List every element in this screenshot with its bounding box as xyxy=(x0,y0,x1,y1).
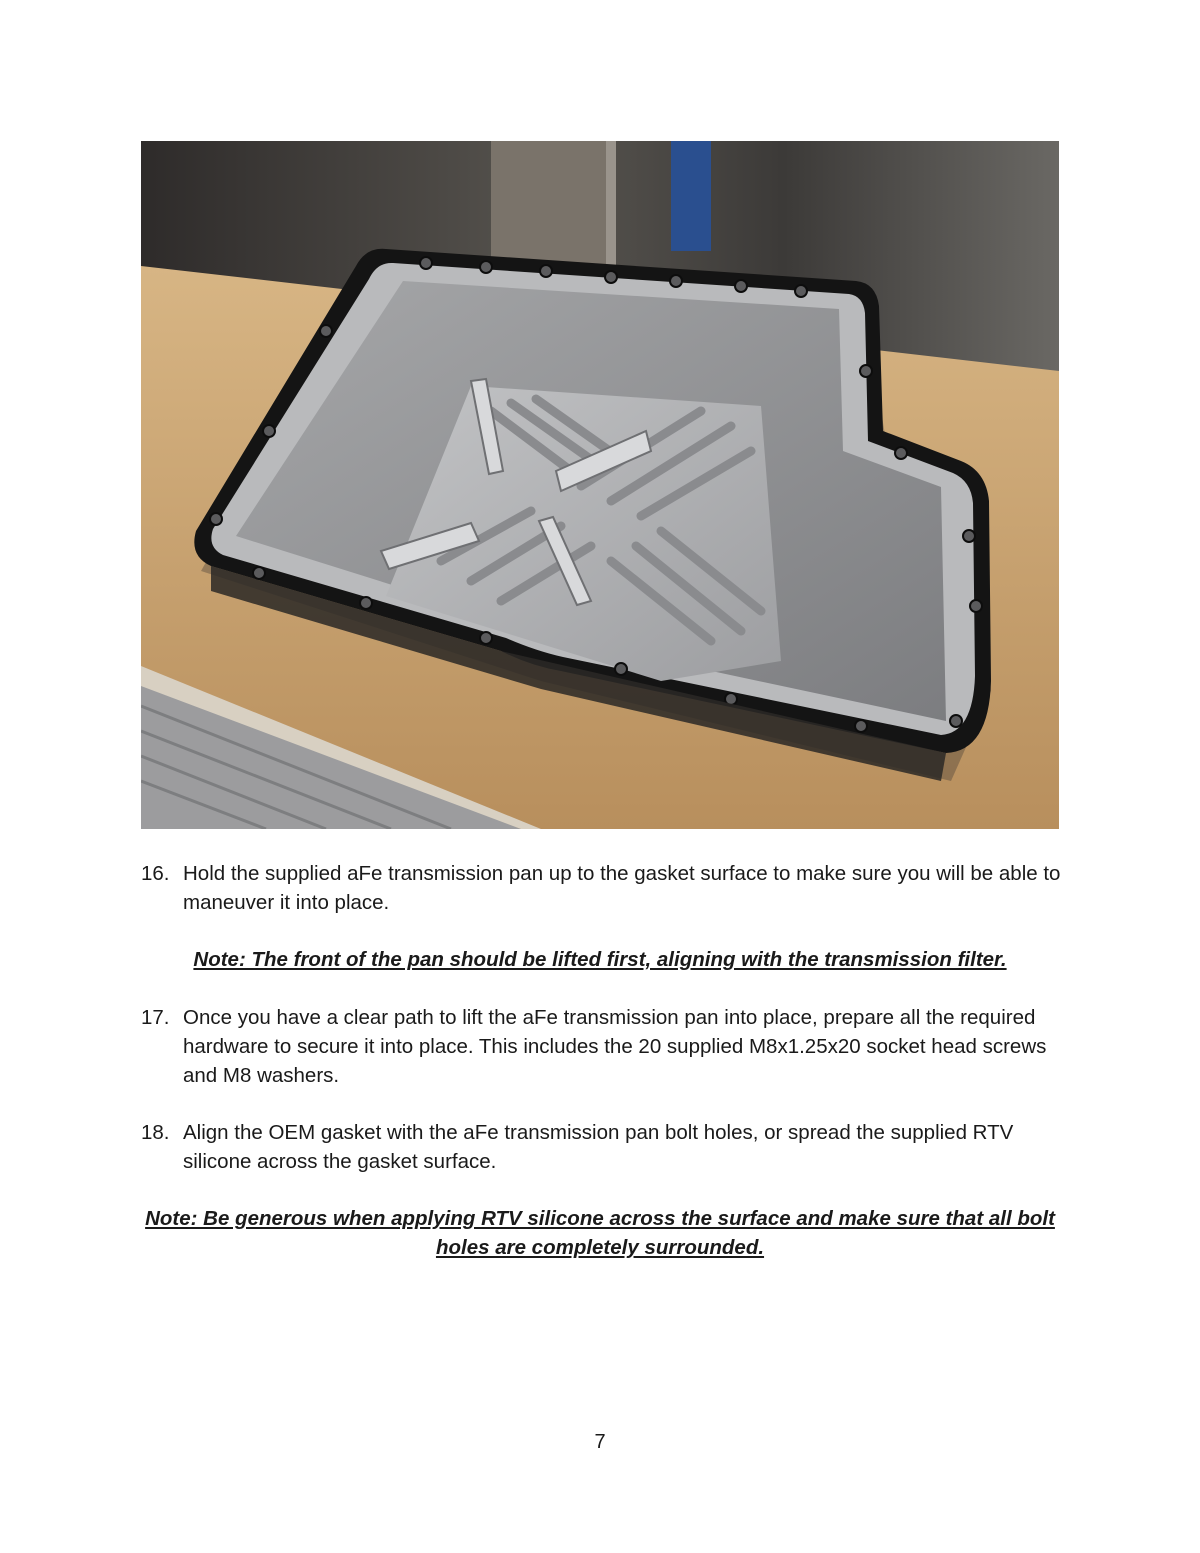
step-18 xyxy=(141,1118,1061,1176)
note-lift-front: Note: The front of the pan should be lifted first, aligning with the transmission filter. xyxy=(193,948,1007,971)
step-number: 17. xyxy=(141,1006,170,1029)
step-number: 18. xyxy=(141,1121,170,1144)
step-number: 16. xyxy=(141,862,170,885)
page-number: 7 xyxy=(594,1431,606,1453)
transmission-pan-photo xyxy=(141,141,1059,829)
note-rtv-silicone: Note: Be generous when applying RTV silicone across the surface and make sure that all bolt holes are completely surrounded. xyxy=(145,1207,1055,1259)
step-text: Align the OEM gasket with the aFe transmission pan bolt holes, or spread the supplied RTV silicone across the gasket surface. xyxy=(183,1121,1014,1173)
step-17 xyxy=(141,1003,1061,1090)
step-text: Once you have a clear path to lift the aFe transmission pan into place, prepare all the required hardware to secure it into place. This includes the 20 supplied M8x1.25x20 socket head screws and M8 washers. xyxy=(183,1006,1047,1087)
step-16 xyxy=(141,859,1061,917)
step-text: Hold the supplied aFe transmission pan up to the gasket surface to make sure you will be able to maneuver it into place. xyxy=(183,862,1061,914)
